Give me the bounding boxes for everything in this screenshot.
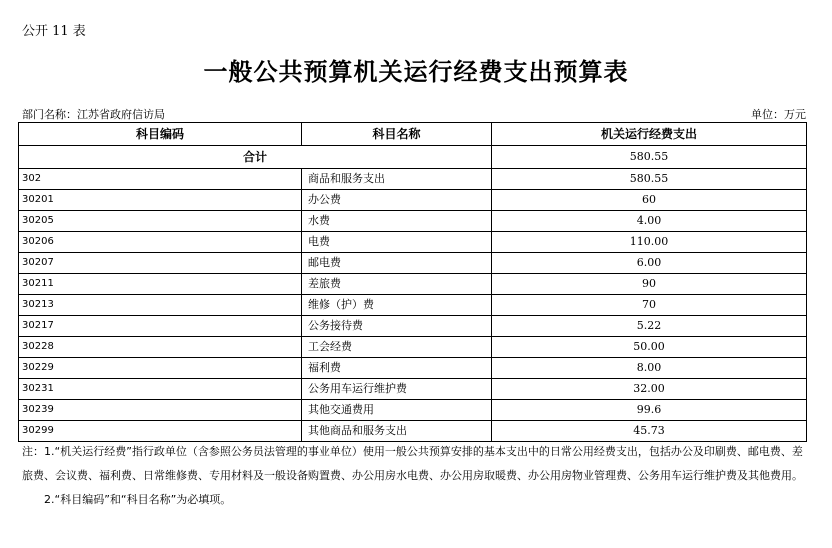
row-name: 工会经费 [302, 337, 492, 358]
row-name: 维修（护）费 [302, 295, 492, 316]
row-name: 商品和服务支出 [302, 169, 492, 190]
table-row [19, 379, 807, 400]
table-row [19, 295, 807, 316]
row-amount: 580.55 [492, 169, 807, 190]
row-name: 电费 [302, 232, 492, 253]
row-amount: 60 [492, 190, 807, 211]
total-amount: 580.55 [492, 146, 807, 169]
row-code: 30239 [19, 400, 302, 421]
table-row [19, 316, 807, 337]
row-name: 办公费 [302, 190, 492, 211]
total-label: 合计 [19, 146, 492, 169]
table-row [19, 169, 807, 190]
row-name: 其他商品和服务支出 [302, 421, 492, 442]
table-row [19, 400, 807, 421]
row-amount: 45.73 [492, 421, 807, 442]
row-name: 公务接待费 [302, 316, 492, 337]
row-amount: 110.00 [492, 232, 807, 253]
note-1: 注：1.“机关运行经费”指行政单位（含参照公务员法管理的事业单位）使用一般公共预算安排的基本支出中的日常公用经费支出，包括办公及印刷费、邮电费、差旅费、会议费、福利费、日常维修费、专用材料及一般设备购置费、办公用房水电费、办公用房取暖费、办公用房物业管理费、公务用车运行维护费及其他费用。 [22, 445, 803, 482]
row-amount: 90 [492, 274, 807, 295]
note-2: 2.“科目编码”和“科目名称”为必填项。 [44, 493, 232, 506]
row-name: 公务用车运行维护费 [302, 379, 492, 400]
row-code: 302 [19, 169, 302, 190]
row-amount: 4.00 [492, 211, 807, 232]
row-amount: 50.00 [492, 337, 807, 358]
row-code: 30211 [19, 274, 302, 295]
row-amount: 99.6 [492, 400, 807, 421]
row-code: 30231 [19, 379, 302, 400]
table-row [19, 421, 807, 442]
row-amount: 32.00 [492, 379, 807, 400]
budget-table [18, 122, 807, 442]
row-name: 差旅费 [302, 274, 492, 295]
row-name: 邮电费 [302, 253, 492, 274]
table-row [19, 253, 807, 274]
row-code: 30229 [19, 358, 302, 379]
table-row [19, 232, 807, 253]
row-code: 30213 [19, 295, 302, 316]
unit-label: 单位：万元 [751, 108, 806, 121]
row-code: 30205 [19, 211, 302, 232]
notes [22, 440, 812, 512]
table-row [19, 190, 807, 211]
row-amount: 5.22 [492, 316, 807, 337]
row-code: 30201 [19, 190, 302, 211]
header-amount: 机关运行经费支出 [492, 123, 807, 146]
row-code: 30217 [19, 316, 302, 337]
department-label: 部门名称：江苏省政府信访局 [22, 108, 165, 121]
page-title: 一般公共预算机关运行经费支出预算表 [203, 57, 629, 86]
row-code: 30299 [19, 421, 302, 442]
row-code: 30228 [19, 337, 302, 358]
total-row [19, 146, 807, 169]
row-code: 30206 [19, 232, 302, 253]
row-name: 水费 [302, 211, 492, 232]
header-code: 科目编码 [19, 123, 302, 146]
table-row [19, 337, 807, 358]
table-row [19, 358, 807, 379]
row-amount: 8.00 [492, 358, 807, 379]
table-row [19, 211, 807, 232]
row-amount: 70 [492, 295, 807, 316]
row-name: 其他交通费用 [302, 400, 492, 421]
row-code: 30207 [19, 253, 302, 274]
header-name: 科目名称 [302, 123, 492, 146]
table-row [19, 274, 807, 295]
row-name: 福利费 [302, 358, 492, 379]
form-tag: 公开 11 表 [22, 24, 86, 39]
table-header-row [19, 123, 807, 146]
row-amount: 6.00 [492, 253, 807, 274]
